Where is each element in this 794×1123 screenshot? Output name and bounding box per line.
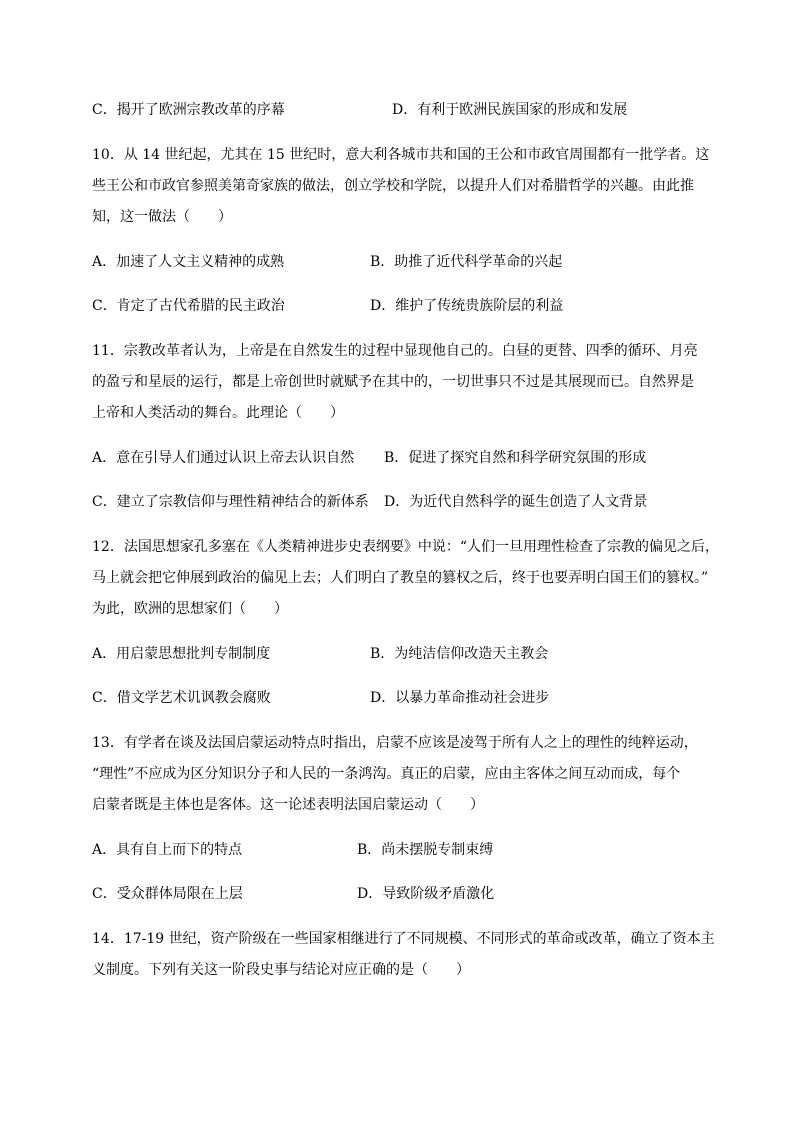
- q10-stem-line-1: 10．从 14 世纪起，尤其在 15 世纪时，意大利各城市共和国的王公和市政官周围都有一批学者。这: [92, 147, 710, 163]
- q10-option-a: A．加速了人文主义精神的成熟: [92, 254, 285, 270]
- q12-option-c: C．借文学艺术讥讽教会腐败: [92, 690, 271, 706]
- q11-option-b: B．促进了探究自然和科学研究氛围的形成: [384, 450, 647, 466]
- q9-option-c: C．揭开了欧洲宗教改革的序幕: [92, 102, 285, 118]
- q13-option-a: A．具有自上而下的特点: [92, 842, 243, 858]
- q12-option-a: A．用启蒙思想批判专制制度: [92, 646, 271, 662]
- q11-option-d: D．为近代自然科学的诞生创造了人文背景: [384, 494, 648, 510]
- q10-stem-line-3: 知，这一做法（ ）: [92, 209, 232, 225]
- q13-stem-line-2: “理性”不应成为区分知识分子和人民的一条鸿沟。真正的启蒙，应由主客体之间互动而成，每个: [92, 766, 681, 782]
- q10-option-b: B．助推了近代科学革命的兴起: [370, 254, 563, 270]
- q10-option-c: C．肯定了古代希腊的民主政治: [92, 298, 285, 314]
- q11-option-a: A．意在引导人们通过认识上帝去认识自然: [92, 450, 355, 466]
- q13-option-c: C．受众群体局限在上层: [92, 886, 243, 902]
- q10-stem-line-2: 些王公和市政官参照美第奇家族的做法，创立学校和学院，以提升人们对希腊哲学的兴趣。由此推: [92, 178, 694, 194]
- q12-stem-line-1: 12．法国思想家孔多塞在《人类精神进步史表纲要》中说：“人们一旦用理性检查了宗教的偏见之后，: [92, 539, 719, 555]
- q13-stem-line-1: 13．有学者在谈及法国启蒙运动特点时指出，启蒙不应该是凌驾于所有人之上的理性的纯粹运动，: [92, 735, 698, 751]
- q12-option-d: D．以暴力革命推动社会进步: [370, 690, 550, 706]
- q11-stem-line-3: 上帝和人类活动的舞台。此理论（ ）: [92, 405, 344, 421]
- q11-stem-line-1: 11．宗教改革者认为，上帝是在自然发生的过程中显现他自己的。白昼的更替、四季的循环、月亮: [92, 343, 698, 359]
- q11-option-c: C．建立了宗教信仰与理性精神结合的新体系: [92, 494, 369, 510]
- q13-option-d: D．导致阶级矛盾激化: [357, 886, 495, 902]
- q13-option-b: B．尚未摆脱专制束缚: [357, 842, 494, 858]
- q10-option-d: D．维护了传统贵族阶层的利益: [370, 298, 564, 314]
- q12-stem-line-3: 为此，欧洲的思想家们（ ）: [92, 601, 288, 617]
- q13-stem-line-3: 启蒙者既是主体也是客体。这一论述表明法国启蒙运动（ ）: [92, 797, 484, 813]
- q12-stem-line-2: 马上就会把它伸展到政治的偏见上去；人们明白了教皇的篡权之后，终于也要弄明白国王们的篡权。”: [92, 570, 709, 586]
- q9-option-d: D．有利于欧洲民族国家的形成和发展: [392, 102, 628, 118]
- q11-stem-line-2: 的盈亏和星辰的运行，都是上帝创世时就赋予在其中的，一切世事只不过是其展现而已。自然界是: [92, 374, 694, 390]
- q14-stem-line-1: 14．17-19 世纪，资产阶级在一些国家相继进行了不同规模、不同形式的革命或改革，确立了资本主: [92, 931, 715, 947]
- q12-option-b: B．为纯洁信仰改造天主教会: [370, 646, 549, 662]
- q14-stem-line-2: 义制度。下列有关这一阶段史事与结论对应正确的是（ ）: [92, 962, 470, 978]
